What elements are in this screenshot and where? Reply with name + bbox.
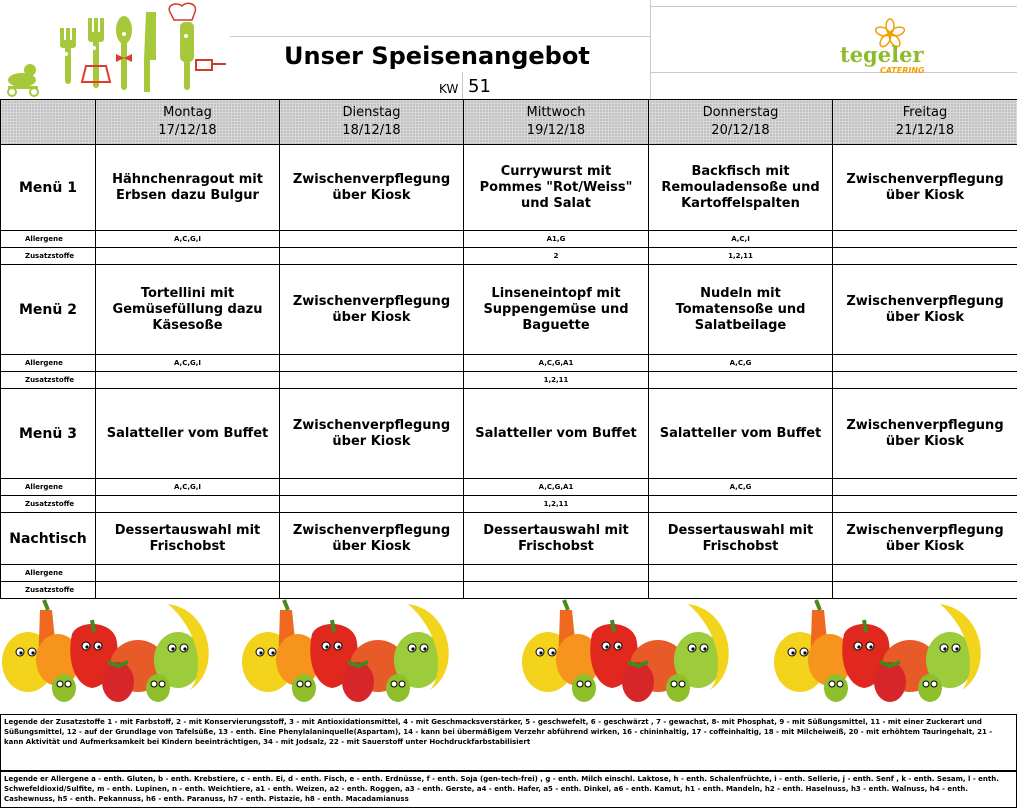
allergene-row [1,479,1017,496]
cutlery-logo-icon [0,0,230,99]
row-label: Allergene [1,355,96,372]
grid-line [650,0,651,99]
allergene-value [833,479,1017,496]
row-label: Allergene [1,479,96,496]
day-name: Dienstag [342,105,401,120]
day-header [96,100,280,145]
grid-line [650,72,1017,73]
menu-label: Nachtisch [1,513,96,565]
fruit-illustration [0,590,1017,710]
grid-line [650,6,1017,7]
page-header [0,0,1017,99]
dish-cell: Tortellini mit Gemüsefüllung dazu Käsesoße [96,265,280,355]
legend-allergens: Legende er Allergene a - enth. Gluten, b - enth. Krebstiere, c - enth. Ei, d - enth. Fisch, e - enth. Erdnüsse, f - enth. Soja (gen-tech-frei) , g - enth. Milch einschl. Laktose, h - enth. Schalenfrüchte, i - enth. Sellerie, j - enth. Senf , k - enth. Sesam, l - enth. Schwefeldioxid/Sulfite, m - enth. Lupinen, n - enth. Weichtiere, a1 - enth. Weizen, a2 - enth. Roggen, a3 - enth. Gerste, a4 - enth. Hafer, a5 - enth. Dinkel, a6 - enth. Kamut, h1 - enth. Mandeln, h2 - enth. Haselnuss, h3 - enth. Walnuss, h4 - enth. Cashewnuss, h5 - enth. Pekannuss, h6 - enth. Paranuss, h7 - enth. Pistazie, h8 - enth. Macadamianuss [0,770,1017,808]
grid-line [462,72,463,99]
allergene-row [1,565,1017,582]
allergene-value: A,C,I [649,231,833,248]
zusatzstoffe-value: 1,2,11 [649,248,833,265]
allergene-value [280,565,464,582]
zusatzstoffe-value [280,248,464,265]
row-label: Zusatzstoffe [1,248,96,265]
day-header [649,100,833,145]
allergene-value [280,479,464,496]
row-label: Zusatzstoffe [1,372,96,389]
day-name: Mittwoch [526,105,586,120]
dish-cell: Nudeln mit Tomatensoße und Salatbeilage [649,265,833,355]
allergene-value [649,565,833,582]
zusatzstoffe-value [833,372,1017,389]
day-name: Freitag [902,105,948,120]
legend-additives: Legende der Zusatzstoffe 1 - mit Farbstoff, 2 - mit Konservierungsstoff, 3 - mit Antioxidationsmittel, 4 - mit Geschmacksverstärker, 5 - geschwefelt, 6 - geschwärzt , 7 - gewachst, 8- mit Phosphat, 9 - mit Süßungsmittel, 11 - mit einer Zuckerart und Süßungsmittel, 12 - auf der Grundlage von Tafelsüße, 13 - enth. Eine Phenylalaninquelle(Aspartam), 14 - kann bei übermäßigem Verzehr abführend wirken, 16 - chininhaltig, 17 - coffeinhaltig, 18 - mit Milcheiweiß, 20 - mit erhöhtem Tauringehalt, 21 - kann Aktivität und Aufmerksamkeit bei Kindern beeinträchtigen, 34 - mit Jodsalz, 22 - mit Sauerstoff unter Hochdruckfarbstabilisiert [0,714,1017,772]
dish-cell: Backfisch mit Remouladensoße und Kartoffelspalten [649,145,833,231]
dish-cell: Zwischenverpflegung über Kiosk [280,265,464,355]
zusatzstoffe-value: 2 [464,248,649,265]
allergene-value: A,C,G,A1 [464,479,649,496]
menu-label: Menü 1 [1,145,96,231]
zusatzstoffe-value [649,372,833,389]
allergene-value [833,231,1017,248]
kw-value: 51 [468,76,491,97]
brand-logo [838,18,948,78]
day-name: Montag [163,105,212,120]
allergene-value [464,565,649,582]
dish-cell: Zwischenverpflegung über Kiosk [833,265,1017,355]
row-label: Allergene [1,565,96,582]
row-label: Zusatzstoffe [1,582,96,599]
grid-line [230,36,650,37]
allergene-value [833,355,1017,372]
allergene-value: A,C,G,I [96,355,280,372]
allergene-value: A,C,G,I [96,479,280,496]
row-label: Zusatzstoffe [1,496,96,513]
allergene-value: A,C,G,I [96,231,280,248]
dish-cell: Hähnchenragout mit Erbsen dazu Bulgur [96,145,280,231]
day-header [464,100,649,145]
menu-row [1,265,1017,355]
dish-cell: Zwischenverpflegung über Kiosk [833,513,1017,565]
row-label: Allergene [1,231,96,248]
day-header-row [1,100,1017,145]
zusatzstoffe-row [1,372,1017,389]
allergene-value [280,355,464,372]
dish-cell: Currywurst mit Pommes "Rot/Weiss" und Salat [464,145,649,231]
dish-cell: Zwischenverpflegung über Kiosk [280,513,464,565]
menu-label: Menü 2 [1,265,96,355]
menu-row [1,513,1017,565]
dish-cell: Salatteller vom Buffet [649,389,833,479]
allergene-value: A,C,G,A1 [464,355,649,372]
zusatzstoffe-value [96,248,280,265]
allergene-value [280,231,464,248]
menu-row [1,389,1017,479]
zusatzstoffe-value: 1,2,11 [464,496,649,513]
allergene-value: A,C,G [649,355,833,372]
day-date: 18/12/18 [342,123,401,138]
day-date: 17/12/18 [158,123,217,138]
dish-cell: Zwischenverpflegung über Kiosk [833,145,1017,231]
kw-label: KW [439,82,459,96]
dish-cell: Zwischenverpflegung über Kiosk [280,389,464,479]
day-date: 19/12/18 [526,123,586,138]
zusatzstoffe-value [280,372,464,389]
zusatzstoffe-value [833,496,1017,513]
day-header [833,100,1017,145]
allergene-value [96,565,280,582]
dish-cell: Dessertauswahl mit Frischobst [649,513,833,565]
menu-table [0,99,1017,599]
day-date: 21/12/18 [895,123,955,138]
page-title: Unser Speisenangebot [284,42,590,70]
zusatzstoffe-value [280,496,464,513]
dish-cell: Dessertauswahl mit Frischobst [96,513,280,565]
zusatzstoffe-value [649,496,833,513]
day-name: Donnerstag [702,105,779,120]
allergene-value [833,565,1017,582]
dish-cell: Dessertauswahl mit Frischobst [464,513,649,565]
zusatzstoffe-value [833,248,1017,265]
corner-cell [1,100,96,145]
zusatzstoffe-row [1,248,1017,265]
dish-cell: Zwischenverpflegung über Kiosk [280,145,464,231]
allergene-value: A1,G [464,231,649,248]
menu-label: Menü 3 [1,389,96,479]
dish-cell: Linseneintopf mit Suppengemüse und Baguette [464,265,649,355]
zusatzstoffe-row [1,496,1017,513]
zusatzstoffe-value: 1,2,11 [464,372,649,389]
dish-cell: Zwischenverpflegung über Kiosk [833,389,1017,479]
day-header [280,100,464,145]
menu-row [1,145,1017,231]
allergene-value: A,C,G [649,479,833,496]
allergene-row [1,231,1017,248]
zusatzstoffe-value [96,372,280,389]
allergene-row [1,355,1017,372]
zusatzstoffe-value [96,496,280,513]
dish-cell: Salatteller vom Buffet [96,389,280,479]
brand-subtitle: CATERING [880,66,925,75]
flower-icon [838,18,948,78]
brand-name: tegeler [840,42,924,67]
dish-cell: Salatteller vom Buffet [464,389,649,479]
day-date: 20/12/18 [711,123,770,138]
